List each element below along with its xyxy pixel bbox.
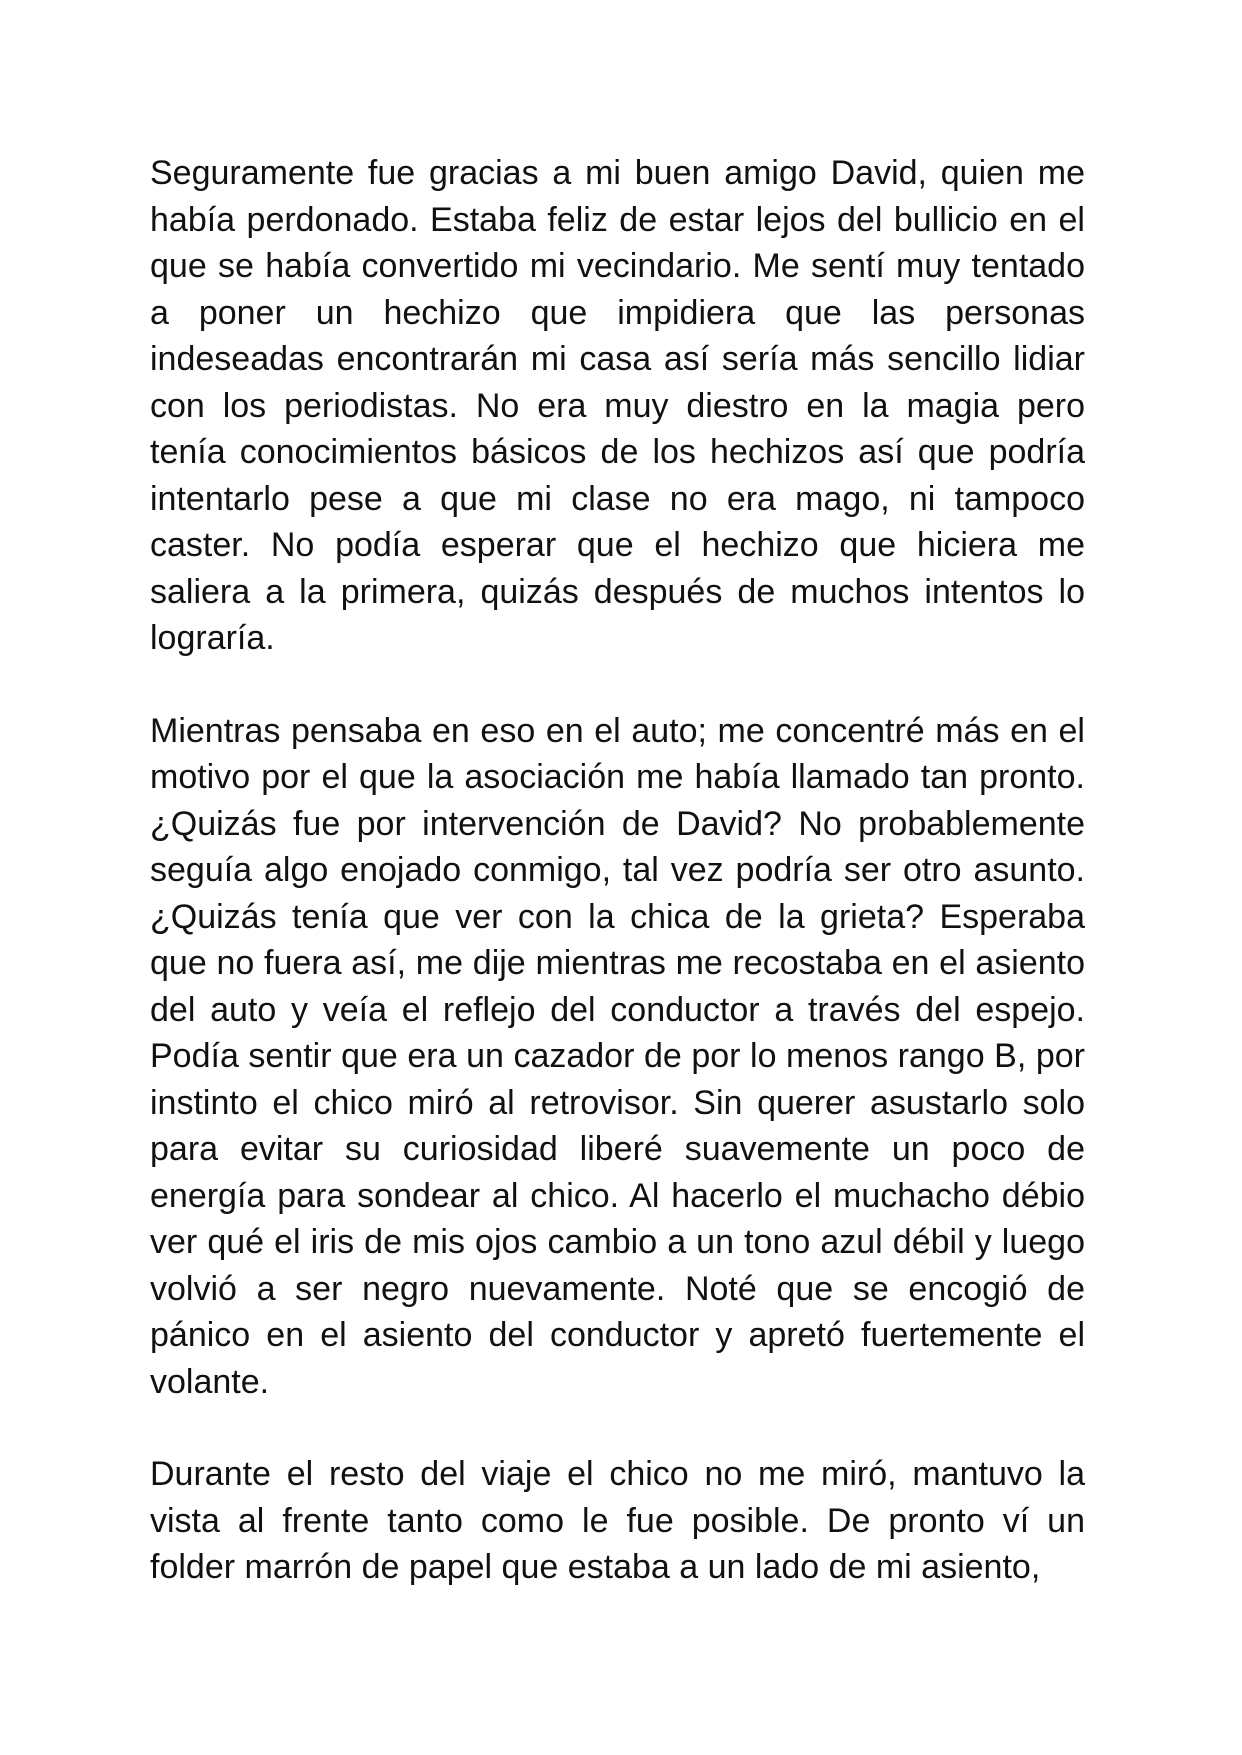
paragraph-2: Mientras pensaba en eso en el auto; me concentré más en el motivo por el que la asociación me había llamado tan pronto. ¿Quizás fue por intervención de David? No probablemente seguía algo enojado conmigo, tal vez podría ser otro asunto. ¿Quizás tenía que ver con la chica de la grieta? Esperaba que no fuera así, me dije mientras me recostaba en el asiento del auto y veía el reflejo del conductor a través del espejo. Podía sentir que era un cazador de por lo menos rango B, por instinto el chico miró al retrovisor. Sin querer asustarlo solo para evitar su curiosidad liberé suavemente un poco de energía para sondear al chico. Al hacerlo el muchacho débio ver qué el iris de mis ojos cambio a un tono azul débil y luego volvió a ser negro nuevamente. Noté que se encogió de pánico en el asiento del conductor y apretó fuertemente el volante. — [150, 711, 1085, 1401]
paragraph-1: Seguramente fue gracias a mi buen amigo David, quien me había perdonado. Estaba feliz de estar lejos del bullicio en el que se había convertido mi vecindario. Me sentí muy tentado a poner un hechizo que impidiera que las personas indeseadas encontrarán mi casa así sería más sencillo lidiar con los periodistas. No era muy diestro en la magia pero tenía conocimientos básicos de los hechizos así que podría intentarlo pese a que mi clase no era mago, ni tampoco caster. No podía esperar que el hechizo que hiciera me saliera a la primera, quizás después de muchos intentos lo lograría. — [150, 154, 1085, 657]
document-page — [150, 150, 1085, 1591]
paragraph-3: Durante el resto del viaje el chico no me miró, mantuvo la vista al frente tanto como le fue posible. De pronto ví un folder marrón de papel que estaba a un lado de mi asiento, — [150, 1455, 1085, 1586]
